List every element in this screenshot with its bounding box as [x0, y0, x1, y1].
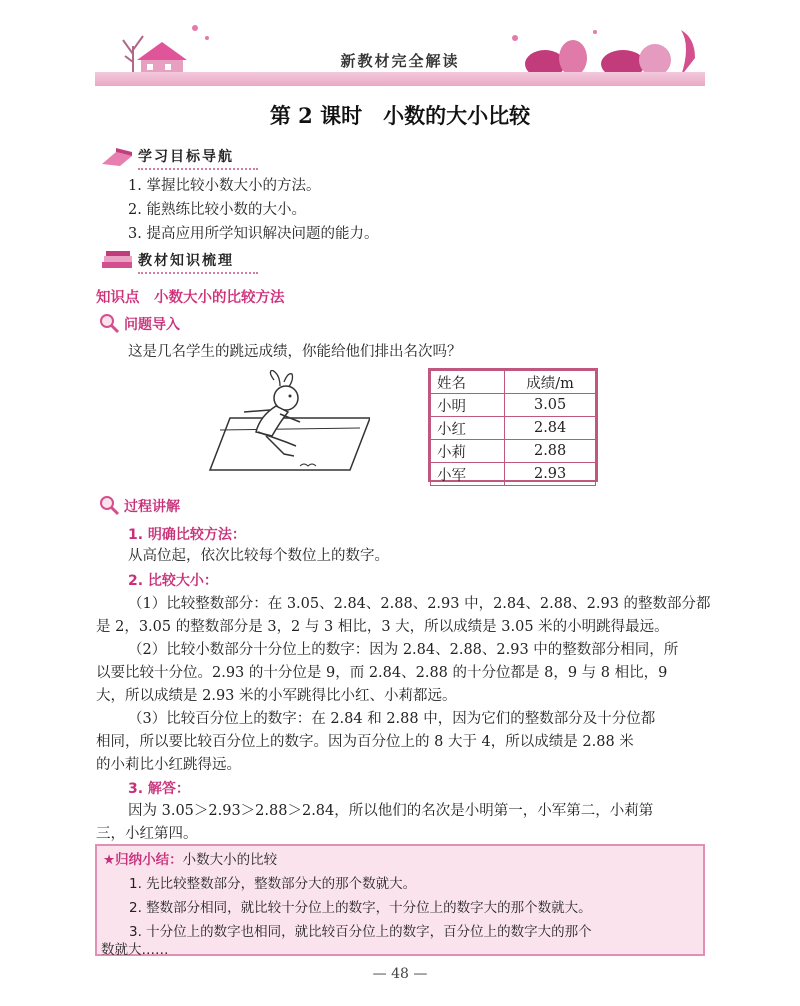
step2-line: 以要比较十分位。2.93 的十分位是 9，而 2.84、2.88 的十分位都是 8，9 与 8 相比，9 [96, 665, 668, 681]
book-title: 新教材完全解读 [340, 52, 460, 70]
page-number: — 48 — [372, 966, 428, 982]
table-header-score: 成绩/m [505, 371, 596, 394]
step3-title: 3. 解答： [128, 781, 190, 797]
step1-text: 从高位起，依次比较每个数位上的数字。 [128, 548, 389, 564]
step3-line: 因为 3.05＞2.93＞2.88＞2.84，所以他们的名次是小明第一，小军第二，小莉第 [128, 803, 654, 819]
step1-title: 1. 明确比较方法： [128, 527, 246, 543]
process-title: 过程讲解 [124, 499, 180, 515]
summary-topic: 小数大小的比较 [182, 852, 278, 868]
score-table-frame [428, 368, 598, 482]
table-row [431, 417, 596, 440]
table-row [431, 463, 596, 486]
table-header-name: 姓名 [431, 371, 505, 394]
table-row [431, 440, 596, 463]
intro-question: 这是几名学生的跳远成绩，你能给他们排出名次吗？ [128, 344, 462, 360]
goal-icon [98, 146, 138, 168]
knowledge-heading: 教材知识梳理 [138, 250, 258, 274]
goals-heading: 学习目标导航 [138, 146, 258, 170]
summary-item: 3. 十分位上的数字也相同，就比较百分位上的数字，百分位上的数字大的那个 [129, 924, 592, 940]
summary-box [95, 844, 705, 956]
table-cell-score: 2.88 [505, 440, 596, 463]
step2-line: 是 2，3.05 的整数部分是 3，2 与 3 相比，3 大，所以成绩是 3.05 米的小明跳得最远。 [96, 619, 669, 635]
goal-item-3: 3. 提高应用所学知识解决问题的能力。 [128, 226, 379, 242]
step2-line: 的小莉比小红跳得远。 [96, 757, 241, 773]
long-jump-illustration [200, 370, 370, 482]
goal-item-2: 2. 能熟练比较小数的大小。 [128, 202, 306, 218]
step3-line: 三，小红第四。 [96, 826, 198, 842]
step2-line: （3）比较百分位上的数字：在 2.84 和 2.88 中，因为它们的整数部分及十分位都 [128, 711, 656, 727]
table-cell-score: 2.84 [505, 417, 596, 440]
step2-title: 2. 比较大小： [128, 573, 218, 589]
table-cell-score: 2.93 [505, 463, 596, 486]
table-cell-name: 小莉 [431, 440, 505, 463]
magnifier-icon [98, 312, 120, 334]
table-header-row [431, 371, 596, 394]
summary-label: ★归纳小结： [103, 852, 183, 868]
summary-item: 2. 整数部分相同，就比较十分位上的数字，十分位上的数字大的那个数就大。 [129, 900, 592, 916]
magnifier-icon [98, 494, 120, 516]
summary-item: 数就大…… [101, 942, 169, 958]
table-cell-name: 小明 [431, 394, 505, 417]
books-icon [98, 250, 138, 272]
score-table [430, 370, 596, 486]
summary-heading [103, 848, 277, 872]
goal-item-1: 1. 掌握比较小数大小的方法。 [128, 178, 321, 194]
step2-line: （1）比较整数部分：在 3.05、2.84、2.88、2.93 中，2.84、2.88、2.93 的整数部分都 [128, 596, 711, 612]
knowledge-point-title: 知识点 小数大小的比较方法 [96, 290, 285, 306]
table-cell-score: 3.05 [505, 394, 596, 417]
table-cell-name: 小红 [431, 417, 505, 440]
summary-item: 1. 先比较整数部分，整数部分大的那个数就大。 [129, 876, 417, 892]
table-cell-name: 小军 [431, 463, 505, 486]
table-row [431, 394, 596, 417]
lesson-title: 第 2 课时 小数的大小比较 [269, 103, 531, 128]
header-strip [95, 72, 705, 86]
step2-line: （2）比较小数部分十分位上的数字：因为 2.84、2.88、2.93 中的整数部分相同，所 [128, 642, 679, 658]
step2-line: 相同，所以要比较百分位上的数字。因为百分位上的 8 大于 4，所以成绩是 2.88 米 [96, 734, 634, 750]
step2-line: 大，所以成绩是 2.93 米的小军跳得比小红、小莉都远。 [96, 688, 457, 704]
intro-title: 问题导入 [124, 317, 180, 333]
